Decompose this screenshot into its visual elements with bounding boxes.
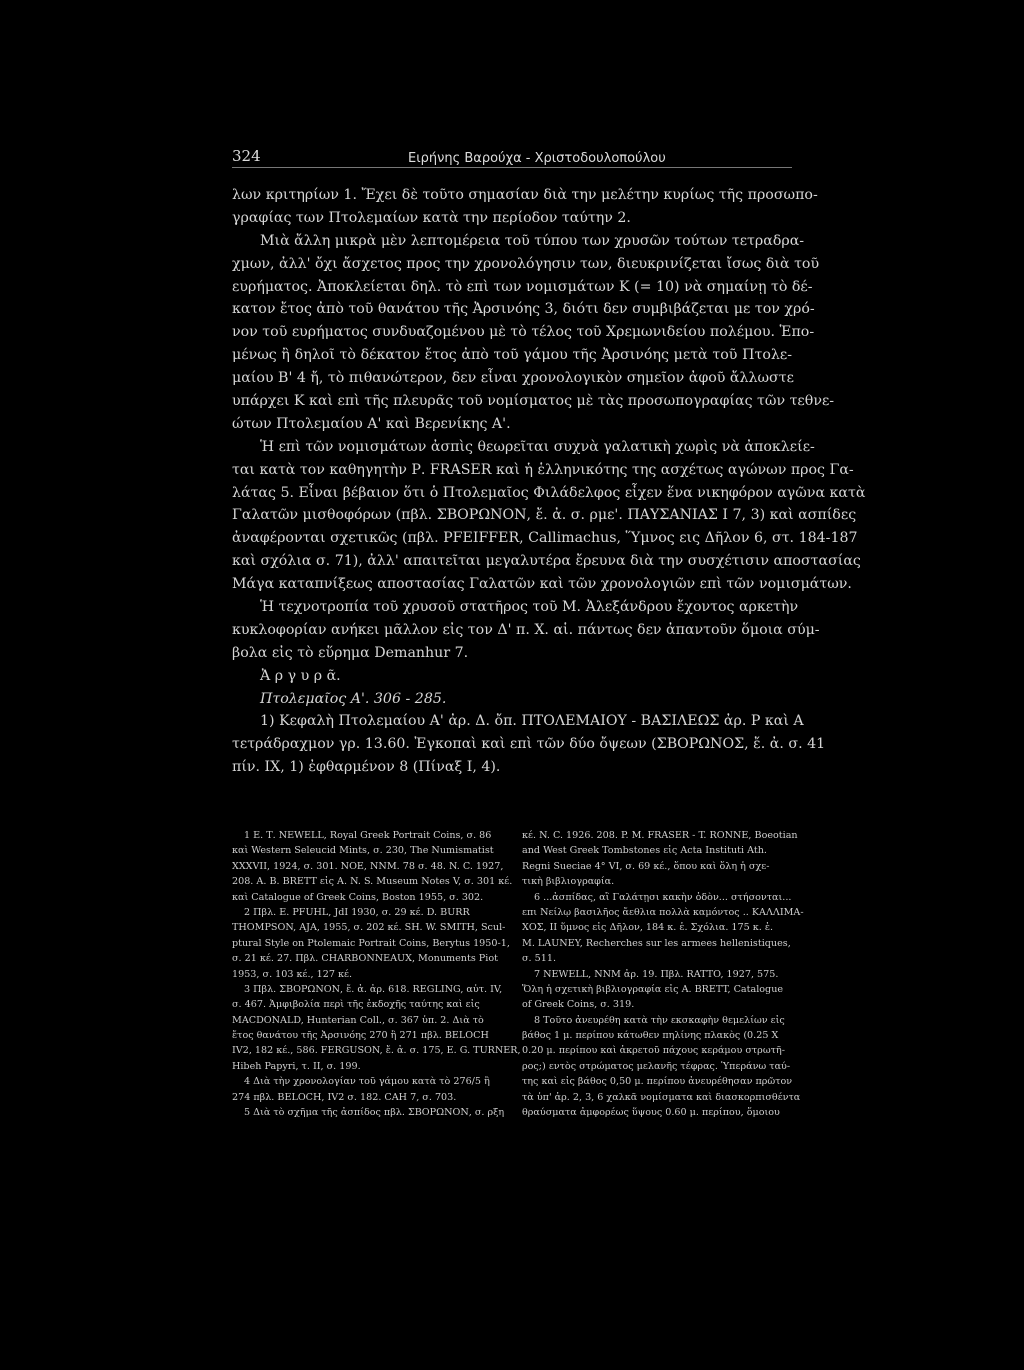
footnote-line: τικὴ βιβλιογραφία.	[522, 876, 615, 888]
body-line: Ἡ τεχνοτροπία τοῦ χρυσοῦ στατῆρος τοῦ Μ. Ἀλεξάνδρου ἔχοντος αρκετὴν	[260, 599, 799, 616]
footnote-line: THOMPSON, AJA, 1955, σ. 202 κέ. SH. W. SMITH, Scul-	[232, 922, 506, 934]
footnote-line: σ. 511.	[522, 953, 557, 965]
body-line: Γαλατῶν μισθοφόρων (πβλ. ΣΒΟΡΩΝΟΝ, ἔ. ἀ. σ. ρμε'. ΠΑΥΣΑΝΙΑΣ Ι 7, 3) καὶ ασπίδες	[232, 507, 857, 524]
footnote-line: καὶ Catalogue of Greek Coins, Boston 1955, σ. 302.	[232, 891, 484, 903]
body-line: χμων, ἀλλ' ὄχι ἄσχετος προς την χρονολόγησιν των, διευκρινίζεται ἴσως διὰ τοῦ	[232, 255, 820, 272]
body-line: ται κατὰ τον καθηγητὴν Ρ. FRASER καὶ ἡ ἑλληνικότης της ασχέτως αγώνων προς Γα-	[232, 461, 854, 478]
footnote-line: 6 ...ἀσπίδας, αἳ Γαλάτῃσι κακὴν ὁδὸν... στήσονται...	[534, 891, 792, 903]
footnote-line: 274 πβλ. BELOCH, IV2 σ. 182. CAH 7, σ. 703.	[232, 1091, 457, 1103]
footnote-line: της καὶ εἰς βάθος 0,50 μ. περίπου ἀνευρέθησαν πρῶτον	[522, 1076, 793, 1088]
footnote-line: τὰ ὑπ' ἀρ. 2, 3, 6 χαλκᾶ νομίσματα καὶ διασκορπισθέντα	[522, 1091, 801, 1103]
footnotes-left-column	[232, 828, 521, 1120]
body-line: ἀναφέρονται σχετικῶς (πβλ. PFEIFFER, Callimachus, Ὕμνος εις Δῆλον 6, στ. 184-187	[232, 530, 858, 547]
footnote-line: Hibeh Papyri, τ. II, σ. 199.	[232, 1060, 361, 1072]
body-line: Ἡ επὶ τῶν νομισμάτων ἀσπὶς θεωρεῖται συχνὰ γαλατικὴ χωρὶς νὰ ἀποκλείε-	[260, 438, 815, 455]
main-text	[232, 184, 866, 779]
body-line: Μάγα καταπνίξεως αποστασίας Γαλατῶν καὶ τῶν χρονολογιῶν επὶ τῶν νομισμάτων.	[232, 576, 852, 593]
body-line: τετράδραχμον γρ. 13.60. Ἐγκοπαὶ καὶ επὶ τῶν δύο ὄψεων (ΣΒΟΡΩΝΟΣ, ἔ. ἀ. σ. 41	[232, 736, 826, 753]
footnote-line: βάθος 1 μ. περίπου κάτωθεν πηλίνης πλακὸς (0.25 X	[522, 1030, 779, 1042]
footnote-line: Regni Sueciae 4° VI, σ. 69 κέ., ὅπου καὶ ὅλη ἡ σχε-	[522, 860, 770, 872]
body-line: λων κριτηρίων 1. Ἔχει δὲ τοῦτο σημασίαν διὰ την μελέτην κυρίως τῆς προσωπο-	[232, 187, 818, 203]
footnote-line: 7 NEWELL, NNM ἀρ. 19. Πβλ. RATTO, 1927, 575.	[534, 968, 779, 980]
footnote-line: ΧΟΣ, ΙΙ ὕμνος εἰς Δῆλον, 184 κ. ἑ. Σχόλια. 175 κ. ἑ.	[522, 922, 774, 934]
footnote-line: 208. A. B. BRETT εἰς A. N. S. Museum Notes V, σ. 301 κέ.	[232, 876, 513, 888]
body-line: νον τοῦ ευρήματος συνδυαζομένου μὲ τὸ τέλος τοῦ Χρεμωνιδείου πολέμου. Ἑπο-	[232, 324, 815, 341]
footnote-line: ptural Style on Ptolemaic Portrait Coins, Berytus 1950-1,	[232, 937, 510, 949]
footnote-line: and West Greek Tombstones εἰς Acta Instituti Ath.	[522, 845, 767, 857]
body-line: κατον ἔτος ἀπὸ τοῦ θανάτου τῆς Ἀρσινόης 3, διότι δεν συμβιβάζεται με τον χρό-	[232, 301, 815, 318]
footnote-line: κέ. N. C. 1926. 208. P. M. FRASER - T. RONNE, Boeotian	[522, 830, 798, 841]
running-head: Ειρήνης Βαρούχα - Χριστοδουλοπούλου	[408, 151, 666, 166]
footnote-line: of Greek Coins, σ. 319.	[522, 999, 635, 1011]
footnote-line: MACDONALD, Hunterian Coll., σ. 367 ὑπ. 2. Διὰ τὸ	[232, 1014, 484, 1026]
footnote-line: M. LAUNEY, Recherches sur les armees hellenistiques,	[522, 937, 791, 949]
body-line: βολα εἰς τὸ εὕρημα Demanhur 7.	[232, 644, 469, 661]
body-line: Πτολεμαῖος Α'. 306 - 285.	[260, 690, 447, 707]
body-line: καὶ σχόλια σ. 71), ἀλλ' απαιτεῖται μεγαλυτέρα ἔρευνα διὰ την συσχέτισιν αποστασίας	[232, 553, 861, 570]
footnote-line: επι Νείλῳ βασιλῆος ἄεθλια πολλὰ καμόντος .. ΚΑΛΛΙΜΑ-	[522, 906, 804, 918]
footnote-line: 8 Τοῦτο ἀνευρέθη κατὰ τὴν εκσκαφὴν θεμελίων εἰς	[534, 1014, 785, 1026]
footnote-line: καὶ Western Seleucid Mints, σ. 230, The Numismatist	[232, 845, 494, 857]
body-line: υπάρχει Κ καὶ επὶ τῆς πλευρᾶς τοῦ νομίσματος μὲ τὰς προσωπογραφίας τῶν τεθνε-	[232, 393, 835, 410]
footnote-line: 1 Ε. Τ. NEWELL, Royal Greek Portrait Coins, σ. 86	[244, 830, 492, 841]
body-line: 1) Κεφαλὴ Πτολεμαίου Α' ἀρ. Δ. ὄπ. ΠΤΟΛΕΜΑΙΟΥ - ΒΑΣΙΛΕΩΣ ἀρ. Ρ καὶ Α	[260, 713, 804, 730]
body-line: πίν. ΙΧ, 1) ἐφθαρμένον 8 (Πίναξ Ι, 4).	[232, 759, 501, 776]
footnote-line: XXXVII, 1924, σ. 301. NOE, NNM. 78 σ. 48. N. C. 1927,	[232, 860, 504, 872]
footnote-line: ρος;) εντὸς στρώματος μελανῆς τέφρας. Ὑπεράνω ταύ-	[522, 1060, 791, 1072]
footnote-line: ἔτος θανάτου τῆς Ἀρσινόης 270 ἢ 271 πβλ. BELOCH	[232, 1030, 489, 1042]
body-line: ώτων Πτολεμαίου Α' καὶ Βερενίκης Α'.	[232, 415, 511, 432]
body-line: Ἀ ρ γ υ ρ ᾶ.	[260, 667, 341, 684]
footnote-line: 2 Πβλ. E. PFUHL, JdI 1930, σ. 29 κέ. D. BURR	[244, 906, 470, 918]
footnote-line: 3 Πβλ. ΣΒΟΡΩΝΟΝ, ἔ. ἀ. ἀρ. 618. REGLING, αὐτ. IV,	[244, 983, 503, 995]
footnote-line: 4 Διὰ τὴν χρονολογίαν τοῦ γάμου κατὰ τὸ 276/5 ἢ	[244, 1076, 490, 1088]
body-line: Μιὰ ἄλλη μικρὰ μὲν λεπτομέρεια τοῦ τύπου των χρυσῶν τούτων τετραδρα-	[260, 232, 805, 249]
body-line: κυκλοφορίαν ανήκει μᾶλλον εἰς τον Δ' π. Χ. αἱ. πάντως δεν ἀπαντοῦν ὅμοια σύμ-	[232, 621, 820, 638]
footnote-line: IV2, 182 κέ., 586. FERGUSON, ἔ. ἀ. σ. 175, E. G. TURNER,	[232, 1045, 521, 1057]
footnote-line: θραύσματα ἀμφορέως ὕψους 0.60 μ. περίπου, ὅμοιου	[522, 1107, 780, 1119]
footnote-line: Ὅλη ἡ σχετικὴ βιβλιογραφία εἰς A. BRETT, Catalogue	[522, 983, 784, 995]
footnotes-right-column	[522, 828, 804, 1120]
header-rule	[232, 167, 792, 168]
body-line: μένως ἢ δηλοῖ τὸ δέκατον ἔτος ἀπὸ τοῦ γάμου τῆς Ἀρσινόης μετὰ τοῦ Πτολε-	[232, 347, 792, 364]
body-line: μαίου Β' 4 ἤ, τὸ πιθανώτερον, δεν εἶναι χρονολογικὸν σημεῖον ἀφοῦ ἄλλωστε	[232, 370, 794, 387]
footnote-line: 0.20 μ. περίπου καὶ ἀκρετοῦ πάχους κεράμου στρωτῆ-	[522, 1045, 785, 1057]
body-line: γραφίας των Πτολεμαίων κατὰ την περίοδον ταύτην 2.	[232, 209, 631, 226]
footnote-line: 5 Διὰ τὸ σχῆμα τῆς ἀσπίδος πβλ. ΣΒΟΡΩΝΟΝ, σ. ρξη	[244, 1107, 505, 1119]
page-header	[232, 147, 792, 173]
page-number: 324	[232, 147, 261, 165]
footnote-line: σ. 467. Ἀμφιβολία περὶ τῆς ἐκδοχῆς ταύτης καὶ εἰς	[232, 999, 480, 1011]
body-line: ευρήματος. Ἀποκλείεται δηλ. τὸ επὶ των νομισμάτων Κ (= 10) νὰ σημαίνῃ τὸ δέ-	[232, 278, 813, 295]
footnote-line: σ. 21 κέ. 27. Πβλ. CHARBONNEAUX, Monuments Piot	[232, 953, 498, 965]
body-line: λάτας 5. Εἶναι βέβαιον ὅτι ὁ Πτολεμαῖος Φιλάδελφος εἶχεν ἕνα νικηφόρον αγῶνα κατὰ	[232, 484, 866, 501]
footnote-line: 1953, σ. 103 κέ., 127 κέ.	[232, 968, 353, 980]
